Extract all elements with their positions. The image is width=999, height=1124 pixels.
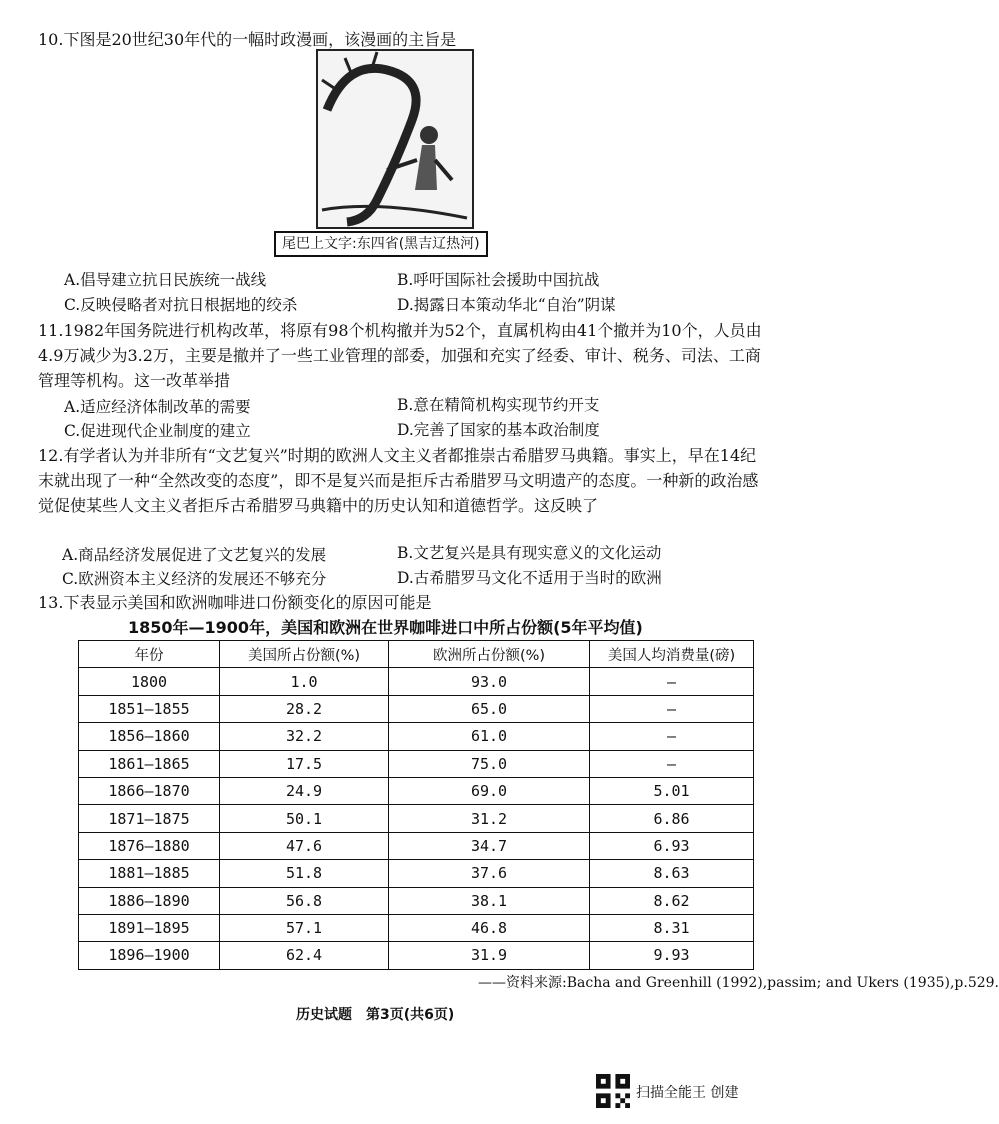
table-row: [79, 805, 754, 832]
header-us-share: 美国所占份额(%): [220, 641, 389, 668]
cartoon-caption: 尾巴上文字:东四省(黑吉辽热河): [274, 231, 488, 257]
qr-code-icon: [596, 1074, 630, 1108]
table-cell: 9.93: [590, 942, 754, 969]
q12-option-d: D.古希腊罗马文化不适用于当时的欧洲: [397, 569, 662, 587]
q11-option-c: C.促进现代企业制度的建立: [64, 422, 251, 440]
table-title: 1850年—1900年，美国和欧洲在世界咖啡进口中所占份额(5年平均值): [128, 618, 643, 637]
table-cell: –: [590, 668, 754, 695]
table-cell: 37.6: [389, 860, 590, 887]
table-cell: 38.1: [389, 887, 590, 914]
table-cell: 1896—1900: [79, 942, 220, 969]
table-cell: 31.2: [389, 805, 590, 832]
table-cell: 28.2: [220, 695, 389, 722]
table-cell: 61.0: [389, 723, 590, 750]
table-cell: 1886—1890: [79, 887, 220, 914]
table-cell: 75.0: [389, 750, 590, 777]
table-cell: –: [590, 723, 754, 750]
table-cell: 62.4: [220, 942, 389, 969]
table-cell: 1876—1880: [79, 832, 220, 859]
table-row: [79, 668, 754, 695]
q13-stem: 13.下表显示美国和欧洲咖啡进口份额变化的原因可能是: [38, 593, 432, 612]
table-source: ——资料来源:Bacha and Greenhill (1992),passim; and Ukers (1935),p.529.: [478, 975, 999, 991]
table-cell: 8.62: [590, 887, 754, 914]
table-cell: –: [590, 750, 754, 777]
q10-option-d: D.揭露日本策动华北“自治”阴谋: [397, 296, 616, 314]
table-cell: 8.31: [590, 914, 754, 941]
q11-stem: 11.1982年国务院进行机构改革，将原有98个机构撤并为52个，直属机构由41个撤并为10个，人员由4.9万减少为3.2万，主要是撤并了一些工业管理的部委，加强和充实了经委、审计、税务、司法、工商管理等机构。这一改革举措: [38, 321, 762, 390]
table-cell: 1856—1860: [79, 723, 220, 750]
table-cell: 50.1: [220, 805, 389, 832]
table-cell: 5.01: [590, 777, 754, 804]
table-row: [79, 777, 754, 804]
table-cell: –: [590, 695, 754, 722]
table-cell: 8.63: [590, 860, 754, 887]
table-cell: 65.0: [389, 695, 590, 722]
table-cell: 69.0: [389, 777, 590, 804]
table-cell: 1851—1855: [79, 695, 220, 722]
table-cell: 1891—1895: [79, 914, 220, 941]
q10-option-c: C.反映侵略者对抗日根据地的绞杀: [64, 296, 298, 314]
scanner-watermark: 扫描全能王 创建: [636, 1085, 739, 1101]
table-cell: 57.1: [220, 914, 389, 941]
q12-option-a: A.商品经济发展促进了文艺复兴的发展: [62, 546, 327, 564]
q10-option-b: B.呼吁国际社会援助中国抗战: [397, 271, 600, 289]
table-cell: 1866—1870: [79, 777, 220, 804]
table-cell: 46.8: [389, 914, 590, 941]
table-row: [79, 723, 754, 750]
table-cell: 24.9: [220, 777, 389, 804]
q11-option-b: B.意在精简机构实现节约开支: [397, 396, 600, 414]
table-cell: 31.9: [389, 942, 590, 969]
q12-option-b: B.文艺复兴是具有现实意义的文化运动: [397, 544, 662, 562]
table-cell: 17.5: [220, 750, 389, 777]
table-row: [79, 887, 754, 914]
q12-stem: 12.有学者认为并非所有“文艺复兴”时期的欧洲人文主义者都推崇古希腊罗马典籍。事实上，早在14纪末就出现了一种“全然改变的态度”，即不是复兴而是拒斥古希腊罗马文明遗产的态度。一种新的政治感觉促使某些人文主义者拒斥古希腊罗马典籍中的历史认知和道德哲学。这反映了: [38, 446, 759, 515]
table-cell: 1871—1875: [79, 805, 220, 832]
table-row: [79, 750, 754, 777]
header-us-consumption: 美国人均消费量(磅): [590, 641, 754, 668]
q12-option-c: C.欧洲资本主义经济的发展还不够充分: [62, 570, 327, 588]
table-cell: 93.0: [389, 668, 590, 695]
q11-option-a: A.适应经济体制改革的需要: [64, 398, 251, 416]
table-cell: 32.2: [220, 723, 389, 750]
page-footer: 历史试题 第3页(共6页): [296, 1007, 455, 1023]
header-year: 年份: [79, 641, 220, 668]
political-cartoon-image: [317, 50, 473, 228]
table-row: [79, 942, 754, 969]
q10-option-a: A.倡导建立抗日民族统一战线: [64, 271, 267, 289]
table-cell: 6.86: [590, 805, 754, 832]
table-cell: 1.0: [220, 668, 389, 695]
table-cell: 34.7: [389, 832, 590, 859]
header-europe-share: 欧洲所占份额(%): [389, 641, 590, 668]
table-header-row: [79, 641, 754, 668]
q10-stem: 10.下图是20世纪30年代的一幅时政漫画，该漫画的主旨是: [38, 30, 457, 49]
table-cell: 51.8: [220, 860, 389, 887]
table-row: [79, 832, 754, 859]
table-row: [79, 860, 754, 887]
q11-option-d: D.完善了国家的基本政治制度: [397, 421, 600, 439]
table-cell: 1881—1885: [79, 860, 220, 887]
coffee-import-table: [78, 640, 754, 970]
table-cell: 6.93: [590, 832, 754, 859]
table-cell: 47.6: [220, 832, 389, 859]
table-row: [79, 914, 754, 941]
table-row: [79, 695, 754, 722]
table-cell: 1800: [79, 668, 220, 695]
table-cell: 56.8: [220, 887, 389, 914]
table-cell: 1861—1865: [79, 750, 220, 777]
